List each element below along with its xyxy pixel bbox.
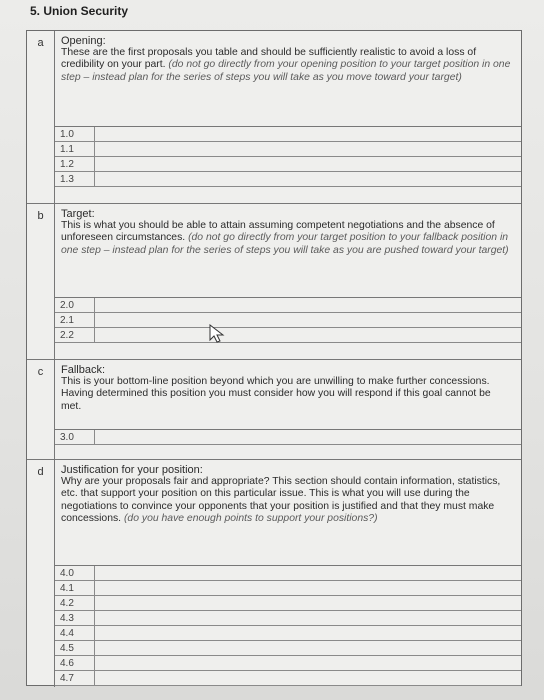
row-number: 2.0: [55, 298, 95, 312]
entry-cell[interactable]: [95, 641, 521, 655]
section-text: This is your bottom-line position beyond which you are unwilling to make further concessions. Having determined this position you must consider how you will respond if this goal cannot be met.: [61, 376, 491, 412]
section-note: (do you have enough points to support your positions?): [123, 512, 378, 524]
mouse-pointer-icon: [208, 324, 226, 349]
table-row[interactable]: [55, 611, 521, 626]
section-heading: Justification for your position:: [61, 464, 203, 476]
entry-cell[interactable]: [95, 157, 521, 171]
section-description: [55, 204, 521, 298]
entry-cell[interactable]: [95, 430, 521, 444]
row-number: 4.6: [55, 656, 95, 670]
section-fallback: [27, 359, 521, 459]
row-number: 4.7: [55, 671, 95, 685]
entry-cell[interactable]: [95, 656, 521, 670]
entry-cell[interactable]: [95, 127, 521, 141]
entry-rows: [55, 298, 521, 343]
section-text: This is what you should be able to attain assuming competent negotiations and the absence of unforeseen circumstances.: [61, 220, 495, 244]
entry-rows: [55, 566, 521, 686]
section-letter: c: [27, 360, 55, 459]
table-row[interactable]: [55, 656, 521, 671]
table-row[interactable]: [55, 142, 521, 157]
entry-cell[interactable]: [95, 142, 521, 156]
entry-cell[interactable]: [95, 298, 521, 312]
entry-rows: [55, 127, 521, 187]
entry-cell[interactable]: [95, 626, 521, 640]
entry-rows: [55, 430, 521, 445]
section-description: [55, 360, 521, 430]
worksheet-table: [26, 30, 522, 686]
row-number: 1.3: [55, 172, 95, 186]
row-number: 1.1: [55, 142, 95, 156]
entry-cell[interactable]: [95, 172, 521, 186]
table-row[interactable]: [55, 626, 521, 641]
table-row[interactable]: [55, 313, 521, 328]
section-heading: Target:: [61, 208, 95, 220]
row-number: 2.1: [55, 313, 95, 327]
entry-cell[interactable]: [95, 671, 521, 685]
section-heading: Opening:: [61, 35, 106, 47]
row-number: 4.5: [55, 641, 95, 655]
section-letter: b: [27, 204, 55, 359]
table-row[interactable]: [55, 157, 521, 172]
entry-cell[interactable]: [95, 611, 521, 625]
section-justification: [27, 459, 521, 687]
entry-cell[interactable]: [95, 596, 521, 610]
table-row[interactable]: [55, 127, 521, 142]
table-row[interactable]: [55, 172, 521, 187]
table-row[interactable]: [55, 641, 521, 656]
row-number: 4.2: [55, 596, 95, 610]
entry-cell[interactable]: [95, 328, 521, 342]
row-number: 1.0: [55, 127, 95, 141]
section-text: These are the first proposals you table and should be sufficiently realistic to avoid a loss of credibility on your part.: [61, 47, 477, 71]
table-row[interactable]: [55, 581, 521, 596]
entry-cell[interactable]: [95, 566, 521, 580]
table-row[interactable]: [55, 430, 521, 445]
row-number: 4.4: [55, 626, 95, 640]
section-opening: [27, 31, 521, 203]
section-note: (do not go directly from your target position to your fallback position in one step – instead plan for the series of steps you will take as you are pushed toward your target): [61, 232, 509, 256]
entry-cell[interactable]: [95, 581, 521, 595]
section-text: Why are your proposals fair and appropriate? This section should contain information, statistics, etc. that support your position on this particular issue. This is what you will use during the negotiations to convince your opponents that your position is justified and that they must make concessions.: [61, 476, 501, 524]
section-description: [55, 460, 521, 566]
section-description: [55, 31, 521, 127]
table-row[interactable]: [55, 671, 521, 686]
row-number: 4.1: [55, 581, 95, 595]
section-heading: Fallback:: [61, 364, 106, 376]
section-letter: a: [27, 31, 55, 203]
row-number: 2.2: [55, 328, 95, 342]
page-title: 5. Union Security: [30, 4, 129, 18]
table-row[interactable]: [55, 566, 521, 581]
entry-cell[interactable]: [95, 313, 521, 327]
table-row[interactable]: [55, 596, 521, 611]
section-target: [27, 203, 521, 359]
row-number: 4.0: [55, 566, 95, 580]
table-row[interactable]: [55, 298, 521, 313]
row-number: 4.3: [55, 611, 95, 625]
row-number: 1.2: [55, 157, 95, 171]
section-letter: d: [27, 460, 55, 687]
section-note: (do not go directly from your opening position to your target position in one step – instead plan for the series of steps you will take as you move toward your target): [61, 59, 511, 83]
row-number: 3.0: [55, 430, 95, 444]
table-row[interactable]: [55, 328, 521, 343]
